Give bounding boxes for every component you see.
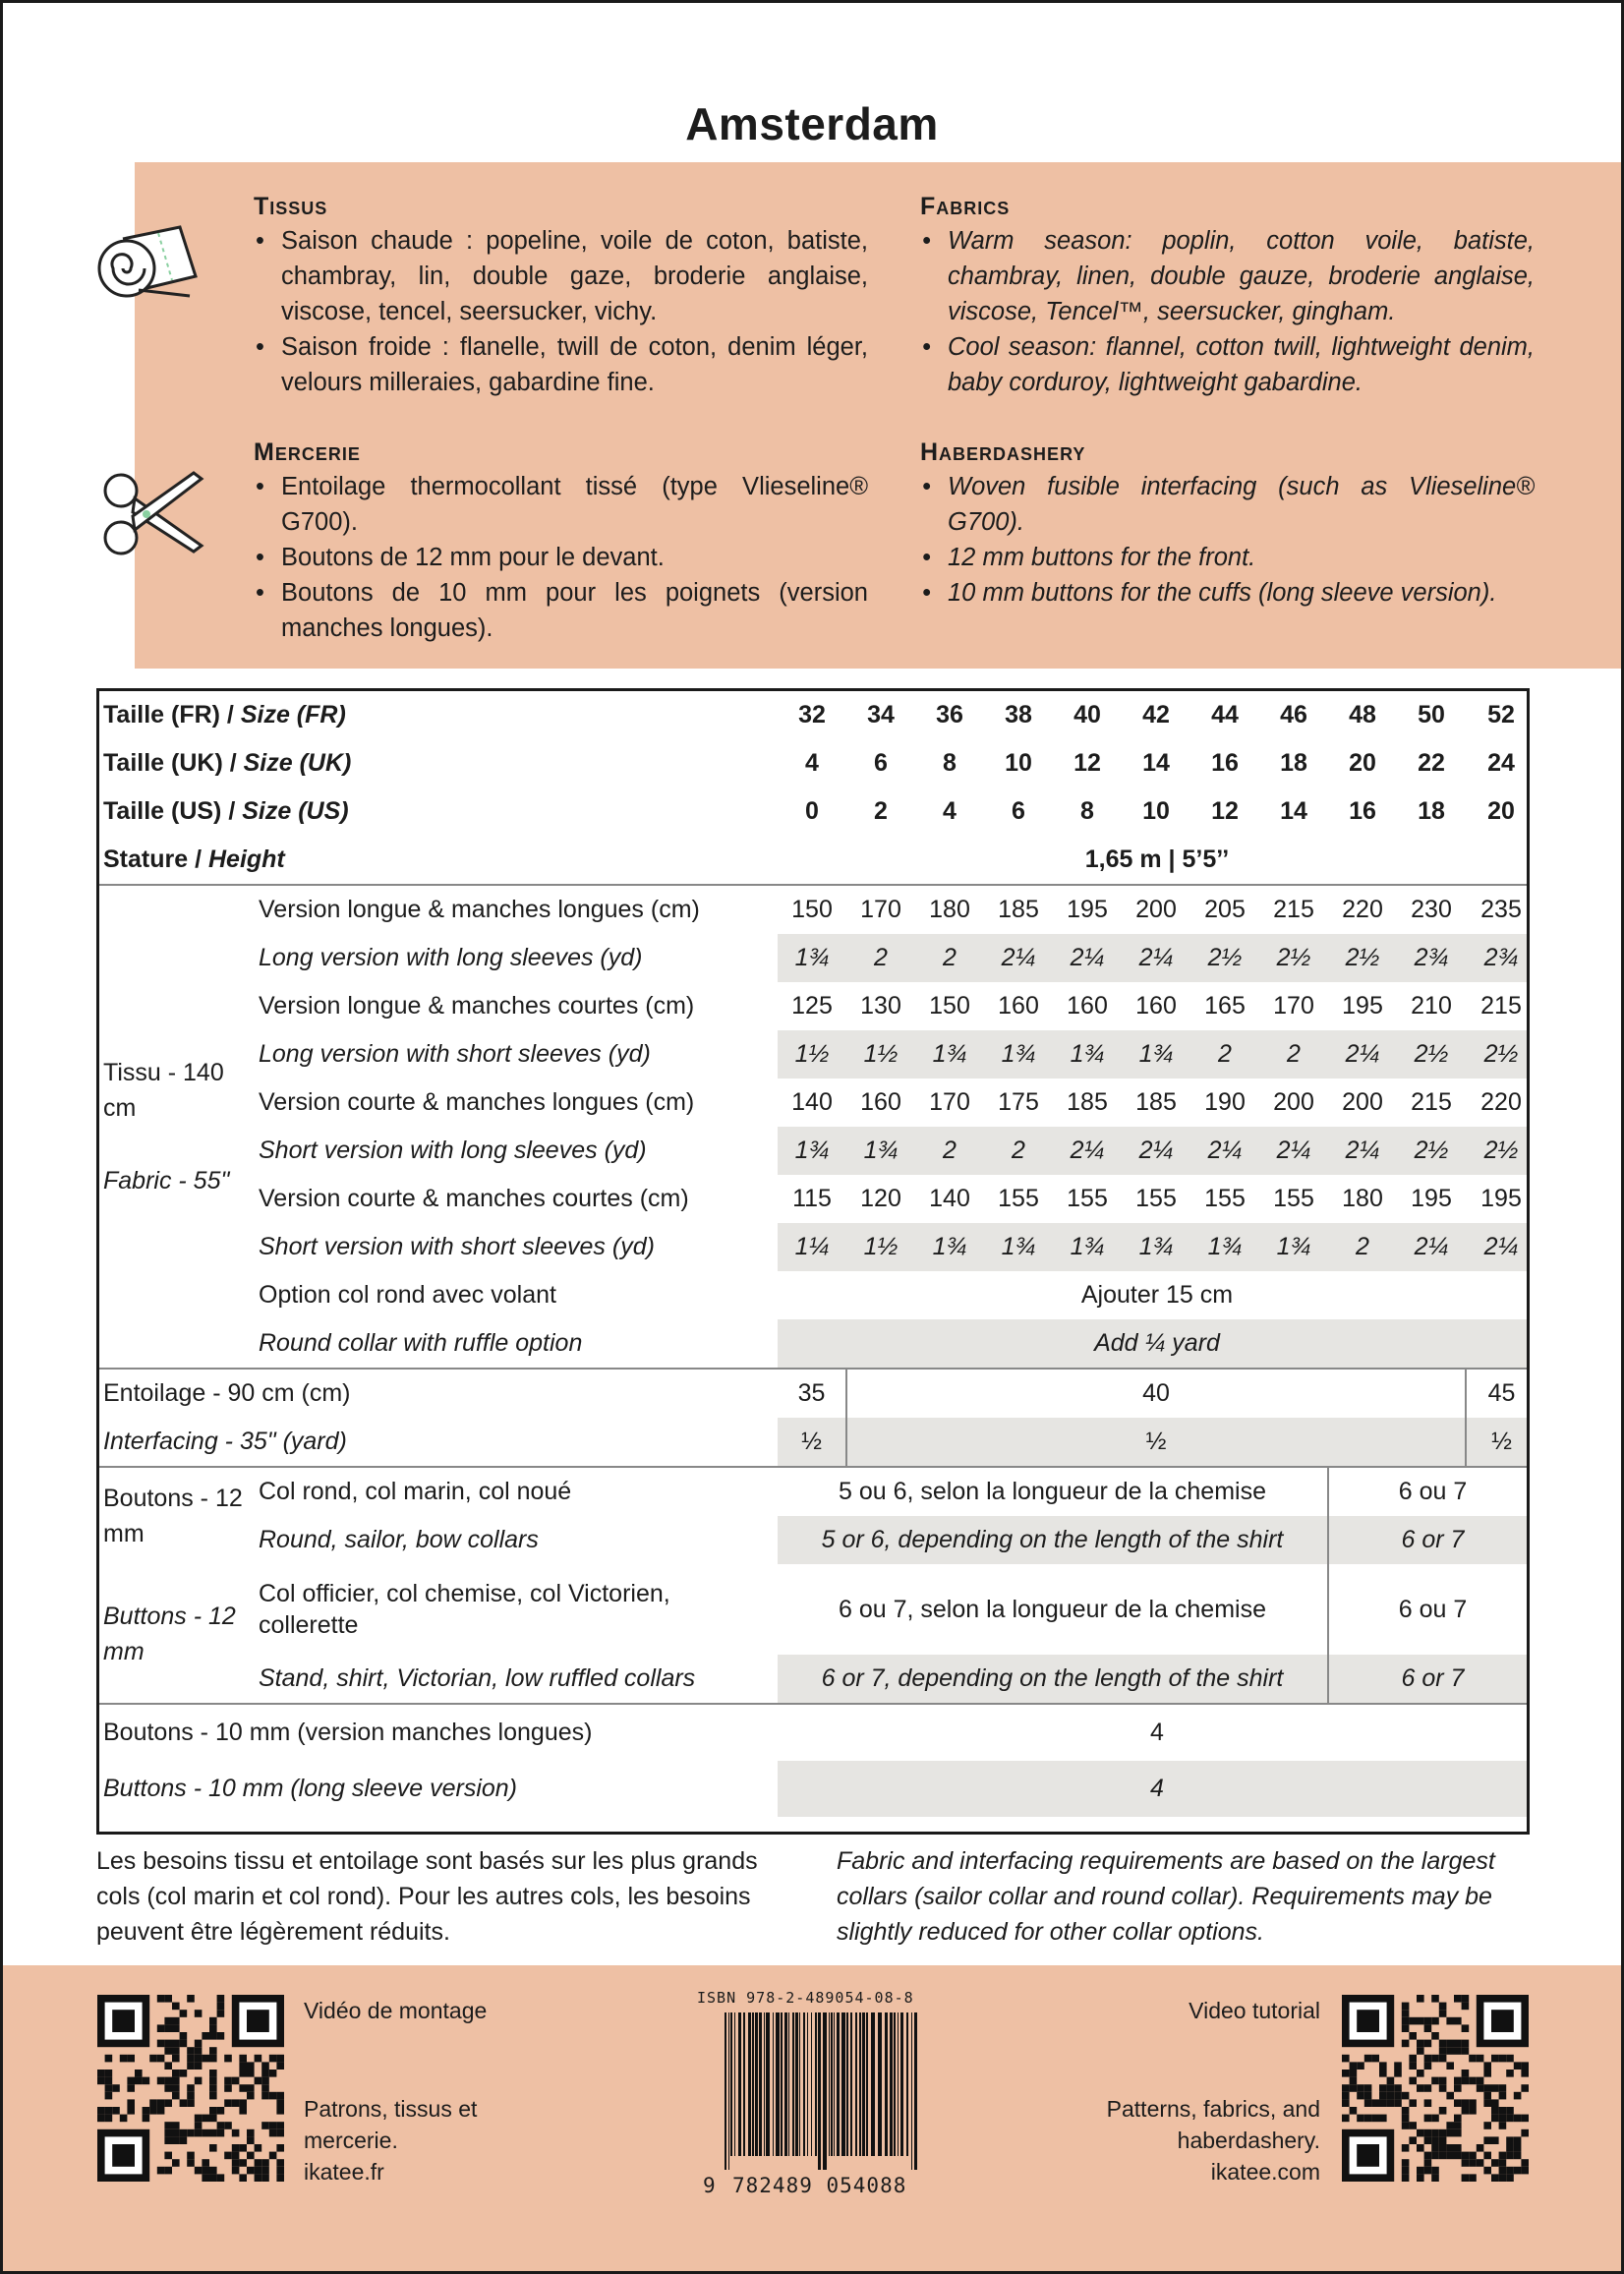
row-label: Version longue & manches courtes (cm) [259,992,695,1020]
table-cell: ½ [1466,1418,1530,1467]
size-value: 10 [1142,797,1170,825]
table-cell: 2 [915,1127,984,1175]
table-row [99,1271,1530,1319]
size-value: 4 [943,797,957,825]
list-item: • 12 mm buttons for the front. [920,540,1535,575]
table-cell: 4 [778,1761,1530,1817]
table-cell: 6 ou 7 [1328,1564,1530,1655]
table-cell: 150 [778,885,846,934]
size-value: 6 [1012,797,1025,825]
table-row [99,1467,1530,1516]
table-row [99,1516,1530,1564]
size-value: 20 [1349,749,1376,777]
table-cell: 195 [1480,1185,1522,1212]
size-value: 46 [1280,701,1307,729]
list-item: • Warm season: poplin, cotton voile, batiste, chambray, linen, double gauze, broderie anglaise, viscose, Tencel™, seersucker, gingham. [920,223,1535,329]
table-cell: 215 [1480,992,1522,1020]
size-value: 10 [1005,749,1032,777]
table-row [99,836,1530,885]
buttons10-label-fr: Boutons - 10 mm (version manches longues) [99,1704,778,1761]
note-fr: Les besoins tissu et entoilage sont basés sur les plus grands cols (col marin et col rond). Pour les autres cols, les besoins peuvent être légèrement réduits. [96,1847,758,1946]
size-value: 14 [1280,797,1307,825]
table-cell: 180 [915,885,984,934]
table-cell: 210 [1411,992,1452,1020]
footer [3,1965,1621,2271]
fabric-roll-icon [93,219,203,321]
table-row [99,1418,1530,1467]
size-label: Taille (US) / Size (US) [103,797,349,825]
row-label: Short version with long sleeves (yd) [259,1137,647,1164]
size-value: 18 [1280,749,1307,777]
fabric-label-fr: Tissu - 140 cm [103,1059,224,1122]
size-chart [96,688,1530,1835]
table-cell: 6 ou 7 [1328,1467,1530,1516]
table-cell: 2 [1328,1223,1397,1271]
table-cell: 1¾ [1053,1030,1122,1079]
page-title: Amsterdam [685,98,939,149]
table-cell: 1½ [778,1030,846,1079]
table-cell: 215 [1411,1088,1452,1116]
table-cell: 215 [1259,885,1328,934]
table-row [99,885,1530,934]
table-cell: 205 [1190,885,1259,934]
table-cell: 1¾ [778,1127,846,1175]
table-cell: 185 [984,885,1053,934]
row-label: Long version with long sleeves (yd) [259,944,643,971]
table-cell: 6 or 7 [1328,1516,1530,1564]
table-cell: 2¾ [1397,934,1466,982]
table-cell: 160 [998,992,1039,1020]
size-value: 38 [1005,701,1032,729]
table-cell: 1¾ [1190,1223,1259,1271]
size-value: 20 [1487,797,1515,825]
table-cell: 140 [791,1088,833,1116]
table-cell: 1¼ [778,1223,846,1271]
table-row [99,1223,1530,1271]
table-cell: 200 [1122,885,1190,934]
table-cell: 1½ [846,1030,915,1079]
qr-code-icon[interactable] [1342,1995,1529,2182]
size-value: 12 [1073,749,1101,777]
haberdashery-heading-fr: Mercerie [254,438,361,466]
table-cell: 2½ [1259,934,1328,982]
table-cell: 1¾ [915,1030,984,1079]
table-cell: 155 [1067,1185,1108,1212]
table-cell: 220 [1328,885,1397,934]
fabrics-heading-fr: Tissus [254,193,328,220]
isbn-text: ISBN 978-2-489054-08-8 [697,1989,914,2007]
table-row [99,1704,1530,1761]
table-cell: 230 [1397,885,1466,934]
video-label-en: Video tutorial [1189,1998,1320,2023]
row-label: Stand, shirt, Victorian, low ruffled collars [259,1664,696,1692]
fabric-group-label [99,885,255,1369]
table-cell: 2¼ [984,934,1053,982]
table-cell: 2½ [1397,1030,1466,1079]
table-cell: 2½ [1466,1127,1530,1175]
row-label: Version courte & manches courtes (cm) [259,1185,689,1212]
table-cell: 1¾ [1259,1223,1328,1271]
size-value: 44 [1211,701,1239,729]
table-cell: 2¼ [1190,1127,1259,1175]
table-cell: 5 or 6, depending on the length of the shirt [778,1516,1328,1564]
size-value: 34 [867,701,895,729]
table-cell: 1¾ [778,934,846,982]
table-cell: 1¾ [984,1030,1053,1079]
table-cell: 140 [929,1185,970,1212]
table-cell: 235 [1466,885,1530,934]
table-row [99,1319,1530,1369]
table-cell: 195 [1053,885,1122,934]
table-row [99,1655,1530,1704]
table-cell: 1¾ [915,1223,984,1271]
table-cell: 160 [1135,992,1177,1020]
size-value: 52 [1487,701,1515,729]
materials-fr [254,190,868,646]
table-cell: 6 ou 7, selon la longueur de la chemise [838,1595,1266,1623]
barcode-icon [721,2012,923,2174]
list-item: • Entoilage thermocollant tissé (type Vlieseline® G700). [254,469,868,540]
row-label: Version longue & manches longues (cm) [255,885,778,934]
table-row [99,1564,1530,1655]
table-row [99,1175,1530,1223]
table-cell: 2¼ [1328,1030,1397,1079]
stature-label: Stature / Height [103,845,285,873]
table-cell: 45 [1466,1369,1530,1418]
table-cell: Add ¼ yard [778,1319,1530,1369]
table-cell: 155 [998,1185,1039,1212]
table-cell: 200 [1273,1088,1314,1116]
table-cell: 2¼ [1053,1127,1122,1175]
table-cell: 2¼ [1122,1127,1190,1175]
table-cell: 155 [1204,1185,1246,1212]
table-cell: ½ [778,1418,846,1467]
size-label: Taille (UK) / Size (UK) [103,749,352,777]
list-item: • 10 mm buttons for the cuffs (long sleeve version). [920,575,1535,611]
row-label: Col rond, col marin, col noué [255,1467,778,1516]
size-value: 42 [1142,701,1170,729]
table-cell: 1¾ [1122,1223,1190,1271]
list-item: • Cool season: flannel, cotton twill, lightweight denim, baby corduroy, lightweight gabardine. [920,329,1535,400]
shop-text-fr-1: Patrons, tissus et [304,2096,478,2122]
table-cell: 125 [791,992,833,1020]
table-cell: 130 [860,992,901,1020]
table-cell: 150 [929,992,970,1020]
table-row [99,1369,1530,1418]
table-cell: 2¾ [1466,934,1530,982]
table-cell: 2 [915,934,984,982]
size-value: 40 [1073,701,1101,729]
shop-text-en-1: Patterns, fabrics, and [1106,2096,1320,2122]
table-cell: 115 [792,1185,832,1212]
table-cell: 6 or 7 [1328,1655,1530,1704]
table-cell: 2 [1190,1030,1259,1079]
haberdashery-heading-en: Haberdashery [920,438,1086,466]
list-item: • Saison chaude : popeline, voile de coton, batiste, chambray, lin, double gaze, broderie anglaise, viscose, tencel, seersucker, vichy. [254,223,868,329]
table-cell: 190 [1204,1088,1246,1116]
stature-value: 1,65 m | 5’5’’ [1084,845,1230,873]
table-row [99,1079,1530,1127]
table-cell: 155 [1273,1185,1314,1212]
table-row [99,787,1530,836]
row-label: Round, sailor, bow collars [259,1526,539,1553]
qr-code-icon[interactable] [97,1995,284,2182]
list-item: • Boutons de 12 mm pour le devant. [254,540,868,575]
size-value: 16 [1211,749,1239,777]
fabrics-heading-en: Fabrics [920,193,1011,220]
table-cell: 160 [1067,992,1108,1020]
website-link-en[interactable]: ikatee.com [1210,2159,1320,2185]
table-cell: 185 [1067,1088,1108,1116]
size-value: 12 [1211,797,1239,825]
table-cell: 1¾ [1122,1030,1190,1079]
table-cell: 2½ [1190,934,1259,982]
row-label: Short version with short sleeves (yd) [259,1233,655,1260]
table-cell: Ajouter 15 cm [1080,1281,1234,1309]
shop-text-en-2: haberdashery. [1177,2128,1320,2153]
table-row [99,691,1530,739]
table-cell: 2 [984,1127,1053,1175]
size-value: 8 [1080,797,1094,825]
size-value: 16 [1349,797,1376,825]
table-cell: 5 ou 6, selon la longueur de la chemise [778,1467,1328,1516]
list-item: • Woven fusible interfacing (such as Vlieseline® G700). [920,469,1535,540]
size-value: 18 [1418,797,1445,825]
table-cell: 170 [1273,992,1314,1020]
size-value: 48 [1349,701,1376,729]
table-cell: 2¼ [1053,934,1122,982]
row-label: Option col rond avec volant [259,1281,556,1309]
ean-digits: 782489 054088 [732,2174,907,2197]
table-cell: 170 [846,885,915,934]
list-item: • Saison froide : flanelle, twill de coton, denim léger, velours milleraies, gabardine fine. [254,329,868,400]
table-row [99,982,1530,1030]
size-value: 4 [805,749,819,777]
table-cell: 175 [998,1088,1039,1116]
table-cell: 195 [1342,992,1383,1020]
table-cell: 220 [1480,1088,1522,1116]
table-row [99,739,1530,787]
table-cell: 1¾ [984,1223,1053,1271]
table-cell: 195 [1411,1185,1452,1212]
materials-en [920,190,1535,611]
size-value: 32 [798,701,826,729]
size-value: 22 [1418,749,1445,777]
size-value: 24 [1487,749,1515,777]
list-item: • Boutons de 10 mm pour les poignets (version manches longues). [254,575,868,646]
shop-text-fr-2: mercerie. [304,2128,398,2153]
table-cell: 180 [1342,1185,1383,1212]
size-label: Taille (FR) / Size (FR) [103,701,346,729]
table-cell: 170 [929,1088,970,1116]
table-cell: 40 [846,1369,1466,1418]
size-value: 2 [874,797,888,825]
table-cell: 1¾ [1053,1223,1122,1271]
table-cell: 4 [778,1704,1530,1761]
table-cell: 2½ [1466,1030,1530,1079]
table-cell: 2¼ [1259,1127,1328,1175]
size-value: 8 [943,749,957,777]
row-label: Col officier, col chemise, col Victorien, collerette [259,1580,670,1639]
buttons12-label-fr: Boutons - 12 mm [99,1467,255,1564]
table-cell: 160 [860,1088,901,1116]
table-cell: 2 [1259,1030,1328,1079]
size-value: 6 [874,749,888,777]
website-link-fr[interactable]: ikatee.fr [304,2159,384,2185]
table-row [99,1761,1530,1817]
table-cell: 6 or 7, depending on the length of the shirt [778,1655,1328,1704]
table-cell: 1¾ [846,1127,915,1175]
size-value: 50 [1418,701,1445,729]
table-cell: ½ [846,1418,1466,1467]
table-row [99,1127,1530,1175]
interfacing-label-fr: Entoilage - 90 cm (cm) [99,1369,778,1418]
table-cell: 165 [1204,992,1246,1020]
ean-first-digit: 9 [703,2174,717,2197]
table-cell: 200 [1342,1088,1383,1116]
size-value: 36 [936,701,963,729]
table-cell: 155 [1135,1185,1177,1212]
table-cell: 120 [860,1185,901,1212]
table-cell: 2¼ [1122,934,1190,982]
table-cell: 185 [1135,1088,1177,1116]
table-cell: 2½ [1397,1127,1466,1175]
size-value: 0 [805,797,819,825]
table-cell: 1½ [846,1223,915,1271]
size-value: 14 [1142,749,1170,777]
table-cell: 35 [778,1369,846,1418]
buttons10-label-en: Buttons - 10 mm (long sleeve version) [103,1775,518,1802]
table-row [99,934,1530,982]
table-cell: 2¼ [1466,1223,1530,1271]
table-cell: 2 [846,934,915,982]
table-row [99,1030,1530,1079]
interfacing-label-en: Interfacing - 35" (yard) [103,1428,347,1455]
row-label: Long version with short sleeves (yd) [259,1040,651,1068]
row-label: Round collar with ruffle option [259,1329,583,1357]
scissors-icon [99,465,209,567]
table-cell: 2½ [1328,934,1397,982]
row-label: Version courte & manches longues (cm) [259,1088,695,1116]
buttons12-label-en: Buttons - 12 mm [103,1602,236,1665]
table-cell: 2¼ [1328,1127,1397,1175]
fabric-label-en: Fabric - 55" [103,1167,230,1195]
note-en: Fabric and interfacing requirements are based on the largest collars (sailor collar and round collar). Requirements may be slightly reduced for other collar options. [837,1847,1495,1946]
video-label-fr: Vidéo de montage [304,1998,488,2023]
table-cell: 2¼ [1397,1223,1466,1271]
